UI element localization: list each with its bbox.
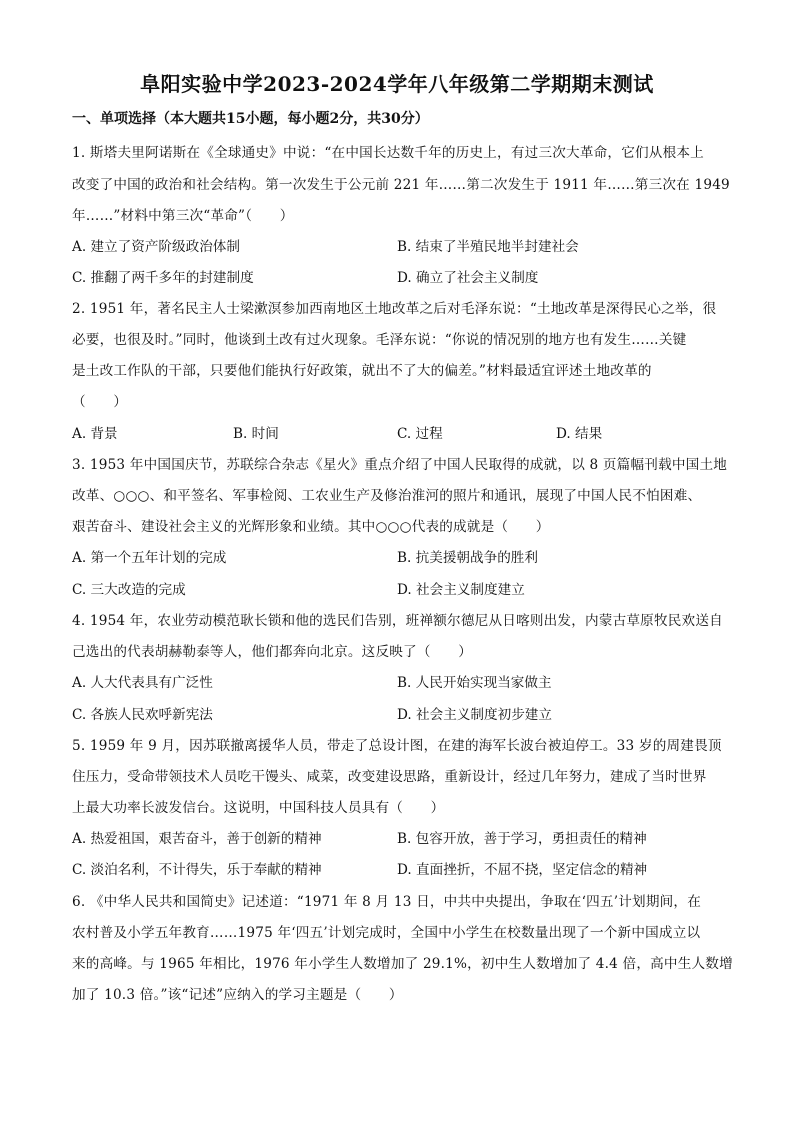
question-3-option-c: C. 三大改造的完成 xyxy=(72,582,186,598)
question-2-line-4: （ ） xyxy=(72,394,128,410)
question-4-line-2: 己选出的代表胡赫勒泰等人，他们都奔向北京。这反映了（ ） xyxy=(72,644,473,660)
question-1-option-a: A. 建立了资产阶级政治体制 xyxy=(72,239,240,255)
question-5-line-2: 住压力，受命带领技术人员吃干馒头、咸菜，改变建设思路，重新设计，经过几年努力，建成了当时世界 xyxy=(72,769,707,785)
question-3-line-1: 3. 1953 年中国国庆节，苏联综合杂志《星火》重点介绍了中国人民取得的成就，以 8 页篇幅刊载中国土地 xyxy=(72,457,728,473)
question-4-option-a: A. 人大代表具有广泛性 xyxy=(72,675,213,691)
question-6-line-4: 加了 10.3 倍。”该“记述”应纳入的学习主题是（ ） xyxy=(72,987,403,1003)
question-1-line-2: 改变了中国的政治和社会结构。第一次发生于公元前 221 年……第二次发生于 1911 年……第三次在 1949 xyxy=(72,177,730,193)
question-2-line-2: 必要，也很及时。”同时，他谈到土改有过火现象。毛泽东说：“你说的情况别的地方也有发生……关键 xyxy=(72,332,687,348)
question-1-option-c: C. 推翻了两千多年的封建制度 xyxy=(72,270,254,286)
page-title: 阜阳实验中学2023-2024学年八年级第二学期期末测试 xyxy=(140,72,654,96)
question-1-line-3: 年……”材料中第三次“革命”（ ） xyxy=(72,208,294,224)
question-5-line-3: 上最大功率长波发信台。这说明，中国科技人员具有（ ） xyxy=(72,800,445,816)
question-3-option-a: A. 第一个五年计划的完成 xyxy=(72,550,227,566)
question-4-option-b: B. 人民开始实现当家做主 xyxy=(397,675,552,691)
question-6-line-3: 来的高峰。与 1965 年相比，1976 年小学生人数增加了 29.1%，初中生人数增加了 4.4 倍，高中生人数增 xyxy=(72,956,733,972)
question-6-line-2: 农村普及小学五年教育……1975 年‘四五’计划完成时，全国中小学生在校数量出现了一个新中国成立以 xyxy=(72,925,701,941)
section-heading: 一、单项选择（本大题共15小题，每小题2分，共30分） xyxy=(72,111,429,127)
question-5-option-b: B. 包容开放，善于学习，勇担责任的精神 xyxy=(397,831,647,847)
question-2-option-a: A. 背景 xyxy=(72,426,118,442)
question-6-line-1: 6. 《中华人民共和国简史》记述道：“1971 年 8 月 13 日，中共中央提出，争取在‘四五’计划期间，在 xyxy=(72,894,701,910)
question-3-option-d: D. 社会主义制度建立 xyxy=(397,582,525,598)
question-2-option-d: D. 结果 xyxy=(556,426,603,442)
question-3-line-3: 艰苦奋斗、建设社会主义的光辉形象和业绩。其中○○○代表的成就是（ ） xyxy=(72,519,550,535)
question-2-option-b: B. 时间 xyxy=(233,426,279,442)
question-4-option-d: D. 社会主义制度初步建立 xyxy=(397,707,552,723)
question-2-line-1: 2. 1951 年，著名民主人士梁漱溟参加西南地区土地改革之后对毛泽东说：“土地改革是深得民心之举，很 xyxy=(72,301,717,317)
question-3-line-2: 改革、○○○、和平签名、军事检阅、工农业生产及修治淮河的照片和通讯，展现了中国人民不怕困难、 xyxy=(72,488,702,504)
question-2-option-c: C. 过程 xyxy=(397,426,443,442)
question-5-option-a: A. 热爱祖国，艰苦奋斗，善于创新的精神 xyxy=(72,831,322,847)
question-4-option-c: C. 各族人民欢呼新宪法 xyxy=(72,707,213,723)
question-5-option-d: D. 直面挫折，不屈不挠，坚定信念的精神 xyxy=(397,862,648,878)
question-1-line-1: 1. 斯塔夫里阿诺斯在《全球通史》中说：“在中国长达数千年的历史上，有过三次大革命，它们从根本上 xyxy=(72,145,704,161)
question-4-line-1: 4. 1954 年，农业劳动模范耿长锁和他的选民们告别，班禅额尔德尼从日喀则出发，内蒙古草原牧民欢送自 xyxy=(72,613,723,629)
question-1-option-d: D. 确立了社会主义制度 xyxy=(397,270,539,286)
question-5-line-1: 5. 1959 年 9 月，因苏联撤离援华人员，带走了总设计图，在建的海军长波台被迫停工。33 岁的周建畏顶 xyxy=(72,738,722,754)
question-1-option-b: B. 结束了半殖民地半封建社会 xyxy=(397,239,579,255)
question-5-option-c: C. 淡泊名利，不计得失，乐于奉献的精神 xyxy=(72,862,322,878)
question-3-option-b: B. 抗美援朝战争的胜利 xyxy=(397,550,538,566)
question-2-line-3: 是土改工作队的干部，只要他们能执行好政策，就出不了大的偏差。”材料最适宜评述土地改革的 xyxy=(72,363,652,379)
